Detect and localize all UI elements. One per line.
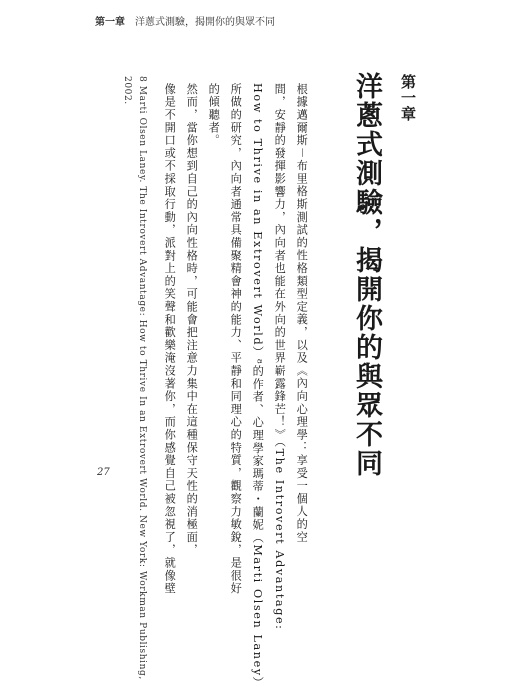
header-title: 洋蔥式測驗，揭開你的與眾不同 bbox=[135, 17, 275, 28]
body-column: 像是不開口或不採取行動，派對上的笑聲和歡樂淹沒著你，而你感覺自己被忽視了，就像壁 bbox=[163, 83, 177, 595]
body-column: 所做的研究，內向者通常具備聚精會神的能力、平靜和同理心的特質，觀察力敏銳，是很好 bbox=[229, 83, 243, 595]
page-number: 27 bbox=[97, 467, 110, 478]
header-chapter: 第一章 bbox=[95, 17, 125, 28]
chapter-label: 第一章 bbox=[399, 74, 417, 122]
footnote-column: 8 Marti Olsen Laney. The Introvert Advantage: How to Thrive In an Extrovert World. New York: Workman Publishing, bbox=[137, 76, 147, 680]
footnote-column: 2002. bbox=[122, 76, 132, 105]
running-header bbox=[95, 13, 275, 28]
body-column: 根據邁爾斯－布里格斯測試的性格類型定義，以及《內向心理學：享受一個人的空 bbox=[295, 83, 309, 544]
body-column: 間，安靜的發揮影響力，內向者也能在外向的世界嶄露鋒芒！》（The Introvert Advantage: bbox=[273, 83, 287, 631]
body-column: How to Thrive in an Extrovert World）⁸的作者、心理學家瑪蒂・蘭妮（Marti Olsen Laney） bbox=[251, 83, 265, 690]
chapter-title: 洋蔥式測驗，揭開你的與眾不同 bbox=[351, 72, 382, 478]
body-column: 的傾聽者。 bbox=[207, 83, 221, 147]
body-column: 然而，當你想到自己的內向性格時，可能會把注意力集中在這種保守天性的消極面， bbox=[185, 83, 199, 557]
